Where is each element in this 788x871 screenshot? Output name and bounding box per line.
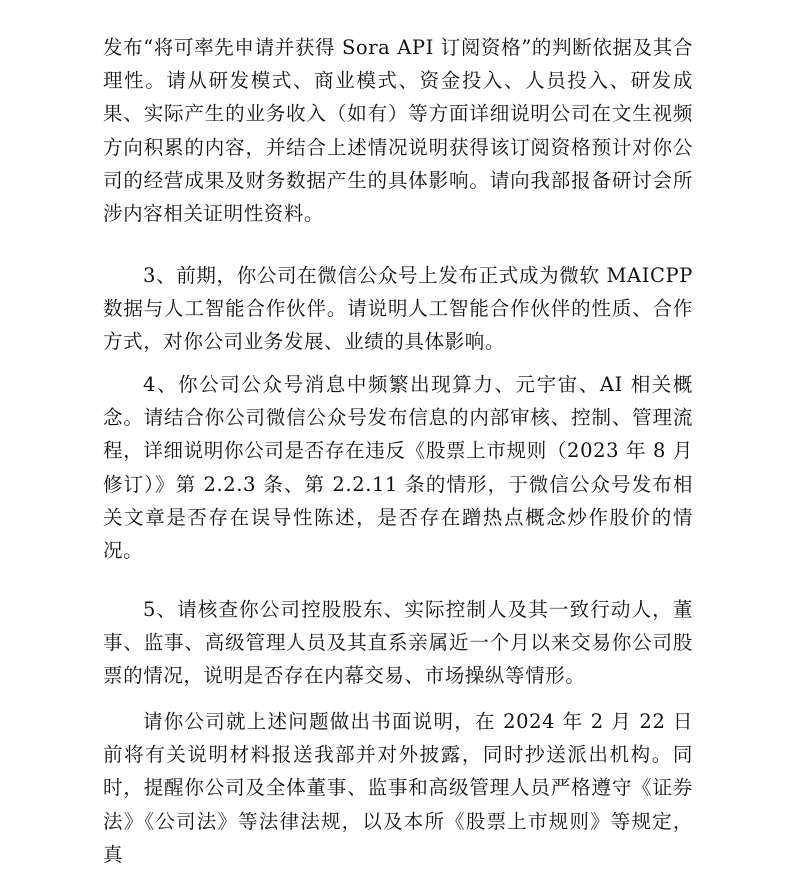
paragraph-continuation: 发布“将可率先申请并获得 Sora API 订阅资格”的判断依据及其合理性。请从研发模式、商业模式、资金投入、人员投入、研发成果、实际产生的业务收入（如有）等方面详细说明公司在文生视频方向积累的内容，并结合上述情况说明获得该订阅资格预计对你公司的经营成果及财务数据产生的具体影响。请向我部报备研讨会所涉内容相关证明性资料。 [103, 36, 693, 226]
paragraph-item-3: 3、前期，你公司在微信公众号上发布正式成为微软 MAICPP 数据与人工智能合作伙伴。请说明人工智能合作伙伴的性质、合作方式，对你公司业务发展、业绩的具体影响。 [103, 264, 693, 354]
paragraph-item-4: 4、你公司公众号消息中频繁出现算力、元宇宙、AI 相关概念。请结合你公司微信公众号发布信息的内部审核、控制、管理流程，详细说明你公司是否存在违反《股票上市规则（2023 年 8 月修订）》第 2.2.3 条、第 2.2.11 条的情形，于微信公众号发布相关文章是否存在误导性陈述，是否存在蹭热点概念炒作股价的情况。 [103, 373, 693, 563]
paragraph-item-5: 5、请核查你公司控股股东、实际控制人及其一致行动人，董事、监事、高级管理人员及其直系亲属近一个月以来交易你公司股票的情况，说明是否存在内幕交易、市场操纵等情形。 [103, 598, 693, 688]
paragraph-closing-request: 请你公司就上述问题做出书面说明，在 2024 年 2 月 22 日前将有关说明材料报送我部并对外披露，同时抄送派出机构。同时，提醒你公司及全体董事、监事和高级管理人员严格遵守《证券法》《公司法》等法律法规，以及本所《股票上市规则》等规定，真 [103, 710, 693, 866]
